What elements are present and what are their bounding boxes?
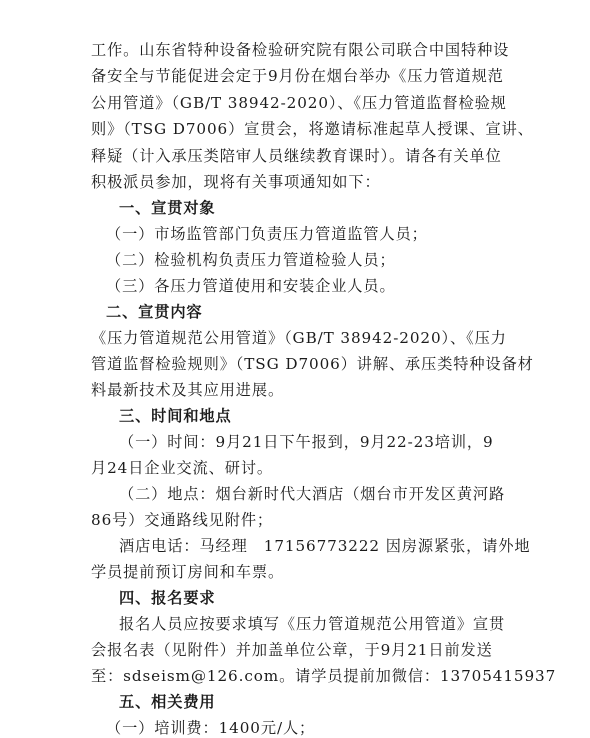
body-text-line: （一）市场监管部门负责压力管道监管人员； xyxy=(106,225,428,243)
body-text-line: 工作。山东省特种设备检验研究院有限公司联合中国特种设 xyxy=(91,41,510,59)
body-text-line: 至：sdseism@126.com。请学员提前加微信：13705415937 xyxy=(91,667,557,685)
section-heading: 一、宣贯对象 xyxy=(119,199,216,217)
body-text-line: 酒店电话：马经理 17156773222 因房源紧张，请外地 xyxy=(119,537,531,555)
body-text-line: 则》（TSG D7006）宣贯会，将邀请标准起草人授课、宣讲、 xyxy=(91,120,534,138)
body-text-line: 备安全与节能促进会定于9月份在烟台举办《压力管道规范 xyxy=(91,67,504,85)
body-text-line: （三）各压力管道使用和安装企业人员。 xyxy=(106,277,396,295)
section-heading: 四、报名要求 xyxy=(119,589,216,607)
body-text-line: 公用管道》（GB/T 38942-2020）、《压力管道监督检验规 xyxy=(91,94,507,112)
body-text-line: （二）检验机构负责压力管道检验人员； xyxy=(106,251,396,269)
body-text-line: 释疑（计入承压类陪审人员继续教育课时）。请各有关单位 xyxy=(91,147,502,165)
body-text-line: 学员提前预订房间和车票。 xyxy=(91,563,285,581)
body-text-line: 《压力管道规范公用管道》（GB/T 38942-2020）、《压力 xyxy=(91,329,507,347)
body-text-line: 积极派员参加，现将有关事项通知如下： xyxy=(91,173,381,191)
body-text-line: （一）时间：9月21日下午报到，9月22-23培训，9 xyxy=(119,433,494,451)
section-heading: 三、时间和地点 xyxy=(119,407,232,425)
section-heading: 二、宣贯内容 xyxy=(106,303,203,321)
section-heading: 五、相关费用 xyxy=(119,693,216,711)
body-text-line: （二）地点：烟台新时代大酒店（烟台市开发区黄河路 xyxy=(119,485,506,503)
body-text-line: 料最新技术及其应用进展。 xyxy=(91,381,285,399)
body-text-line: 报名人员应按要求填写《压力管道规范公用管道》宣贯 xyxy=(119,615,506,633)
body-text-line: 86号）交通路线见附件； xyxy=(91,511,274,529)
body-text-line: 会报名表（见附件）并加盖单位公章，于9月21日前发送 xyxy=(91,641,493,659)
body-text-line: （一）培训费：1400元/人； xyxy=(106,719,316,737)
body-text-line: 月24日企业交流、研讨。 xyxy=(91,459,274,477)
body-text-line: 管道监督检验规则》（TSG D7006）讲解、承压类特种设备材 xyxy=(91,355,534,373)
